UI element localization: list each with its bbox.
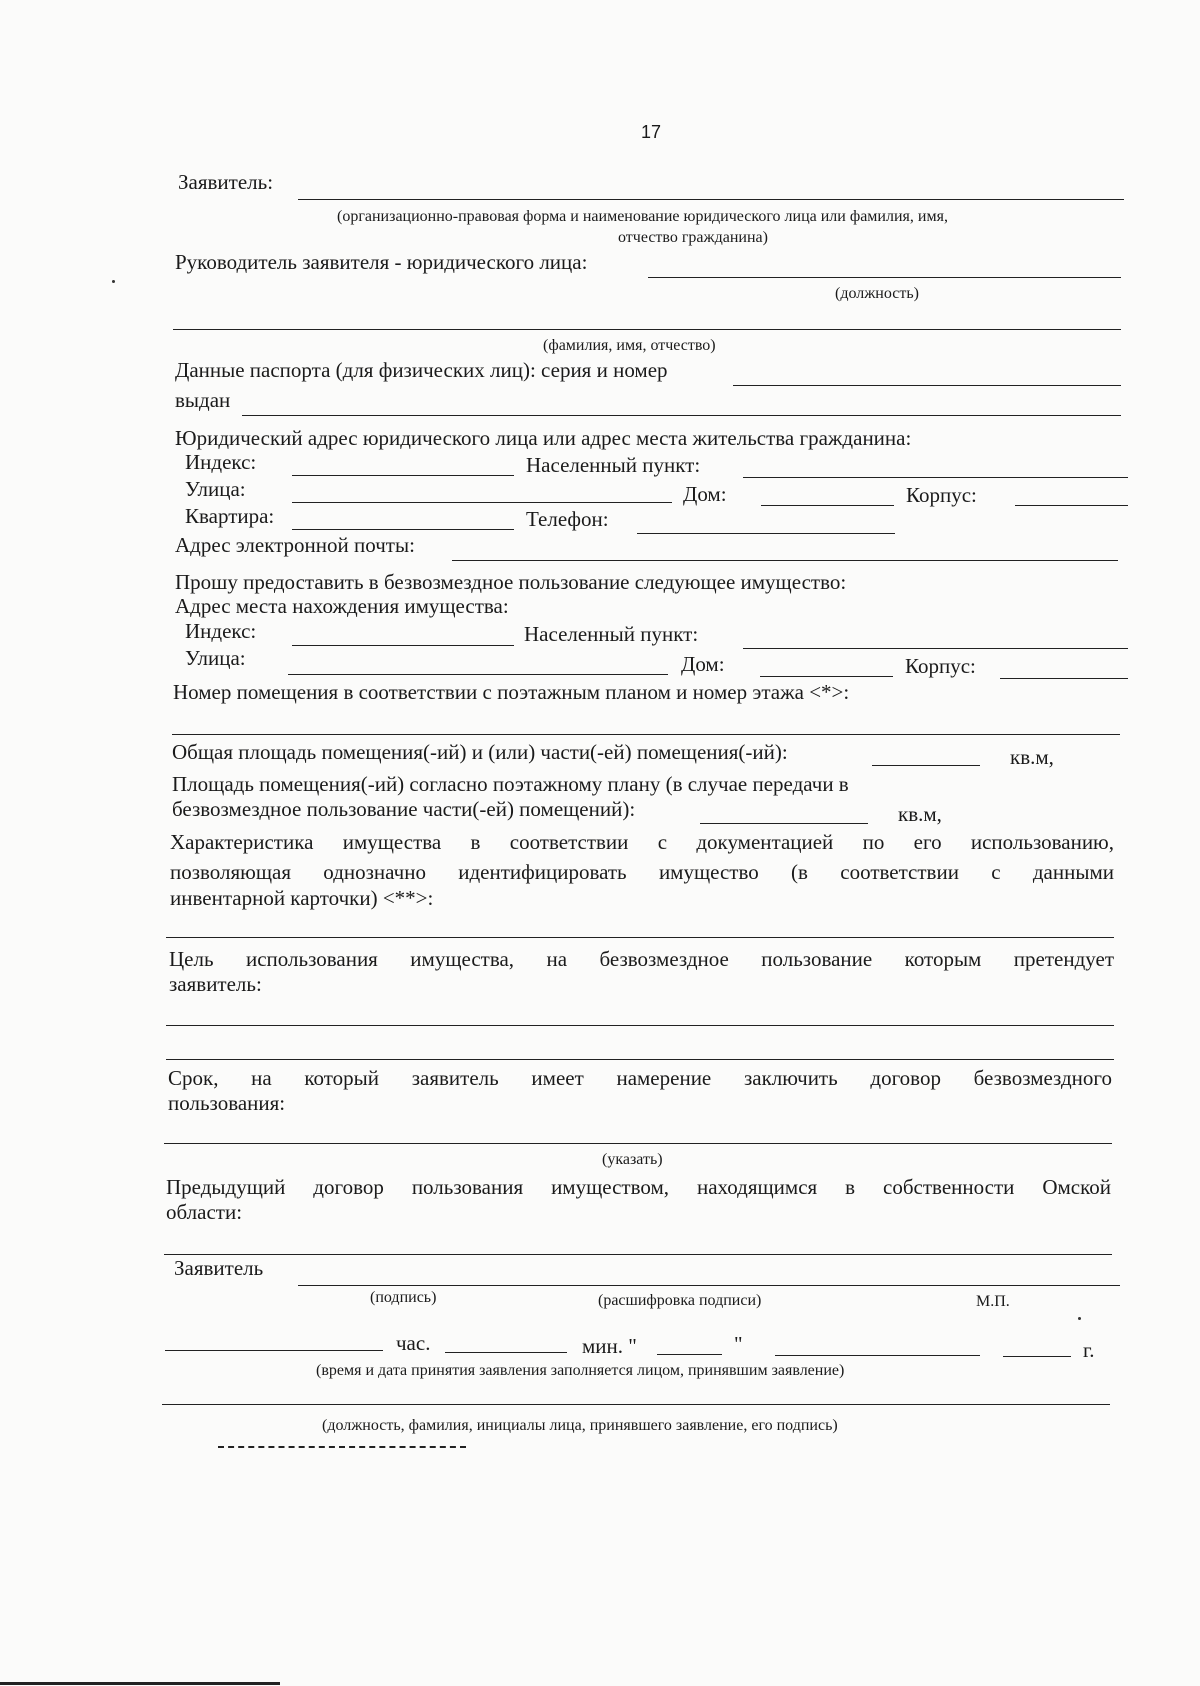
request-room-number-label: Номер помещения в соответствии с поэтажным планом и номер этажа <*>: (173, 680, 850, 704)
legal-house-label: Дом: (683, 482, 727, 506)
head-name-hint: (фамилия, имя, отчество) (543, 337, 716, 354)
footnote-separator (218, 1446, 466, 1448)
head-position-line[interactable] (648, 277, 1121, 278)
year-label: г. (1083, 1338, 1095, 1362)
request-index-label: Индекс: (185, 619, 257, 643)
request-building-label: Корпус: (905, 654, 976, 678)
purpose-line-1[interactable] (166, 1025, 1114, 1026)
datetime-hint: (время и дата принятия заявления заполняется лицом, принявшим заявление) (316, 1362, 845, 1379)
head-name-line[interactable] (173, 329, 1121, 330)
request-street-line[interactable] (288, 674, 668, 675)
area-plan-line1: Площадь помещения(-ий) согласно поэтажному плану (в случае передачи в (172, 772, 849, 796)
request-house-label: Дом: (681, 652, 725, 676)
passport-issued-label: выдан (175, 388, 231, 412)
stamp-label: М.П. (976, 1293, 1010, 1310)
term-line[interactable] (164, 1143, 1112, 1144)
area-plan-line[interactable] (700, 823, 868, 824)
applicant-label: Заявитель: (178, 170, 274, 194)
signature-decoding-hint: (расшифровка подписи) (598, 1292, 762, 1309)
receiver-hint: (должность, фамилия, инициалы лица, принявшего заявление, его подпись) (322, 1417, 838, 1434)
request-locality-label: Населенный пункт: (524, 622, 699, 646)
applicant-name-line[interactable] (298, 199, 1124, 200)
purpose-line1: Цель использования имущества, на безвозмездное пользование которым претендует (169, 947, 1114, 971)
legal-locality-line[interactable] (743, 477, 1128, 478)
legal-email-label: Адрес электронной почты: (175, 533, 415, 557)
head-position-hint: (должность) (835, 285, 919, 302)
minute-line[interactable] (657, 1354, 722, 1355)
legal-street-label: Улица: (185, 477, 246, 501)
legal-index-line[interactable] (292, 475, 514, 476)
request-street-label: Улица: (185, 646, 246, 670)
legal-index-label: Индекс: (185, 450, 257, 474)
legal-house-line[interactable] (761, 505, 894, 506)
hour-line[interactable] (445, 1352, 567, 1353)
legal-building-line[interactable] (1015, 505, 1128, 506)
previous-line2: области: (166, 1200, 243, 1224)
year-line[interactable] (1003, 1356, 1071, 1357)
legal-building-label: Корпус: (906, 483, 977, 507)
request-line1: Прошу предоставить в безвозмездное пользование следующее имущество: (175, 570, 847, 594)
characteristics-line1: Характеристика имущества в соответствии с документацией по его использованию, (170, 830, 1114, 854)
characteristics-line3: инвентарной карточки) <**>: (170, 886, 434, 910)
request-index-line[interactable] (292, 645, 514, 646)
previous-line1: Предыдущий договор пользования имуществом, находящимся в собственности Омской (166, 1175, 1111, 1199)
applicant-hint-line2: отчество гражданина) (618, 229, 768, 246)
term-hint: (указать) (602, 1151, 663, 1168)
area-total-label: Общая площадь помещения(-ий) и (или) части(-ей) помещения(-ий): (172, 740, 788, 764)
area-total-line[interactable] (872, 765, 980, 766)
purpose-line-2[interactable] (166, 1059, 1114, 1060)
request-room-number-line[interactable] (172, 734, 1120, 735)
area-total-unit: кв.м, (1010, 745, 1054, 769)
request-building-line[interactable] (1000, 678, 1128, 679)
previous-line[interactable] (164, 1254, 1112, 1255)
legal-phone-line[interactable] (637, 533, 895, 534)
legal-email-line[interactable] (452, 560, 1118, 561)
legal-apartment-line[interactable] (292, 529, 514, 530)
legal-address-heading: Юридический адрес юридического лица или адрес места жительства гражданина: (175, 426, 912, 450)
term-line2: пользования: (168, 1091, 286, 1115)
signature-hint: (подпись) (370, 1289, 437, 1306)
applicant-hint-line1: (организационно-правовая форма и наименование юридического лица или фамилия, имя, (337, 208, 948, 225)
hour-label: час. (396, 1331, 431, 1355)
term-line1: Срок, на который заявитель имеет намерение заключить договор безвозмездного (168, 1066, 1112, 1090)
receiver-line[interactable] (162, 1404, 1110, 1405)
minute-label: мин. " (582, 1334, 637, 1358)
characteristics-line2: позволяющая однозначно идентифицировать имущество (в соответствии с данными (170, 860, 1114, 884)
passport-issued-line[interactable] (242, 415, 1121, 416)
signature-label: Заявитель (174, 1256, 264, 1280)
characteristics-line[interactable] (166, 937, 1114, 938)
passport-number-line[interactable] (733, 385, 1121, 386)
signature-line[interactable] (298, 1285, 1120, 1286)
page-number: 17 (641, 122, 662, 142)
request-location-heading: Адрес места нахождения имущества: (175, 594, 509, 618)
legal-apartment-label: Квартира: (185, 504, 275, 528)
legal-phone-label: Телефон: (526, 507, 609, 531)
scan-edge (0, 1682, 280, 1685)
legal-locality-label: Населенный пункт: (526, 453, 701, 477)
request-locality-line[interactable] (743, 648, 1128, 649)
area-plan-line2: безвозмездное пользование части(-ей) помещений): (172, 797, 636, 821)
scan-speck-2 (1078, 1317, 1081, 1320)
date-day-line[interactable] (165, 1350, 383, 1351)
area-plan-unit: кв.м, (898, 802, 942, 826)
month-line[interactable] (775, 1355, 980, 1356)
scan-speck (112, 280, 115, 283)
request-house-line[interactable] (760, 676, 893, 677)
passport-label: Данные паспорта (для физических лиц): серия и номер (175, 358, 668, 382)
quote-close: " (734, 1332, 743, 1356)
head-label: Руководитель заявителя - юридического лица: (175, 250, 588, 274)
legal-street-line[interactable] (292, 502, 672, 503)
purpose-line2: заявитель: (169, 972, 262, 996)
